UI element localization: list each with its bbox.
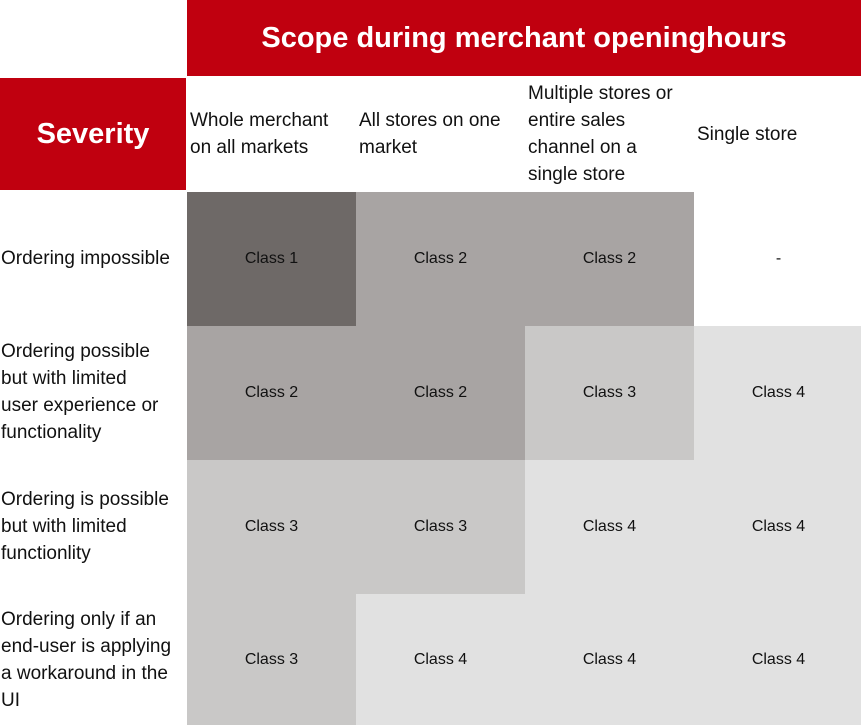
- severity-cell: Class 3: [187, 594, 356, 725]
- row-header-limited-functionality: Ordering is possible but with limited functionlity: [1, 488, 169, 564]
- severity-cell: Class 2: [356, 192, 525, 326]
- severity-cell: Class 3: [356, 460, 525, 594]
- severity-cell: Class 3: [187, 460, 356, 594]
- severity-cell: Class 4: [694, 326, 861, 460]
- severity-title: Severity: [0, 78, 186, 190]
- severity-cell: Class 4: [694, 594, 861, 725]
- severity-cell: Class 2: [525, 192, 694, 326]
- severity-cell: Class 4: [356, 594, 525, 725]
- row-header-workaround: Ordering only if an end-user is applying a workaround in the UI: [1, 608, 172, 711]
- severity-cell: Class 4: [525, 460, 694, 594]
- severity-cell: Class 2: [356, 326, 525, 460]
- row-header-limited-experience: Ordering possible but with limited user experience or functionality: [1, 341, 159, 443]
- severity-cell: Class 4: [525, 594, 694, 725]
- severity-cell: -: [694, 192, 861, 326]
- severity-cell: Class 3: [525, 326, 694, 460]
- column-header-all-stores-one-market: All stores on one market: [359, 110, 501, 158]
- severity-cell: Class 2: [187, 326, 356, 460]
- column-header-multiple-stores: Multiple stores or entire sales channel on a single store: [528, 83, 673, 185]
- severity-cell: Class 1: [187, 192, 356, 326]
- row-header-ordering-impossible: Ordering impossible: [1, 247, 170, 269]
- column-header-whole-merchant: Whole merchant on all markets: [190, 110, 329, 158]
- column-header-single-store: Single store: [697, 123, 798, 145]
- scope-title: Scope during merchant openinghours: [187, 0, 861, 76]
- severity-cell: Class 4: [694, 460, 861, 594]
